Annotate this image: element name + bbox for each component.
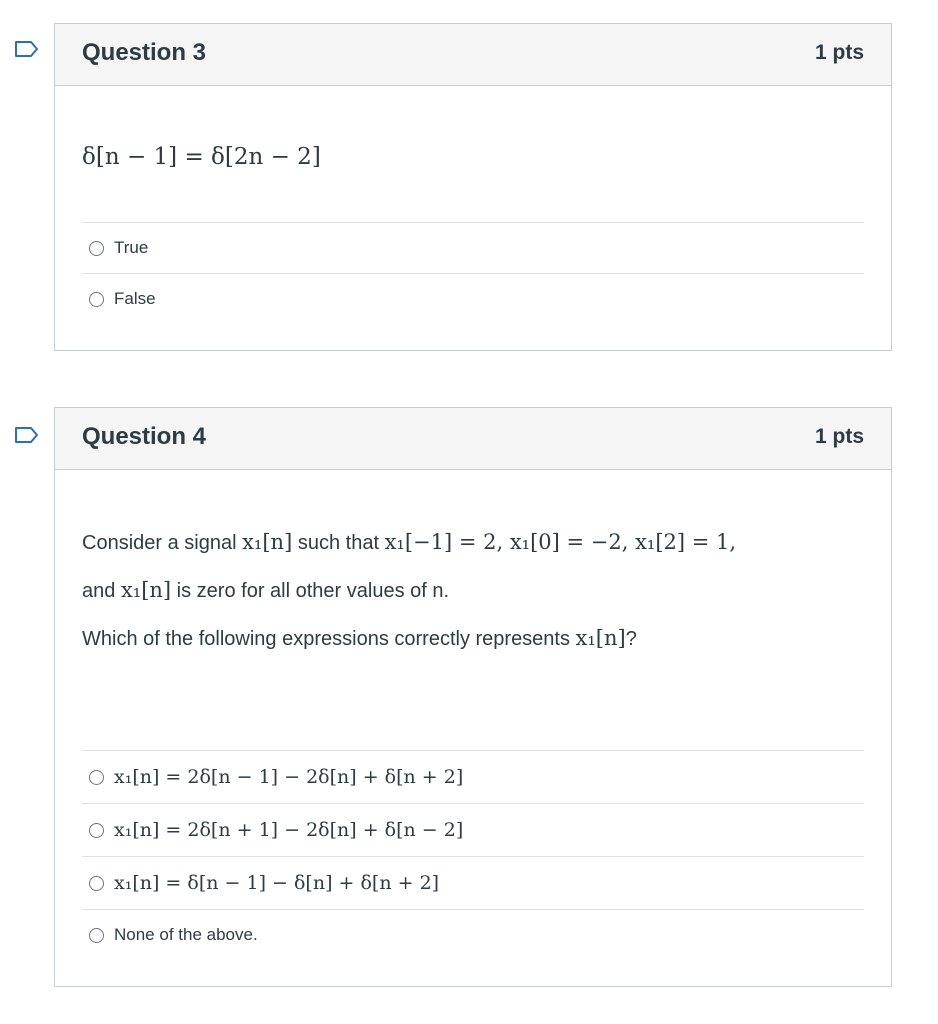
radio-circle-icon[interactable]	[89, 823, 104, 838]
question-3-card	[54, 23, 892, 351]
answer-label: x₁[n] = 2δ[n − 1] − 2δ[n] + δ[n + 2]	[114, 766, 464, 788]
question-title: Question 3	[82, 39, 207, 66]
question-text-line-2: and x₁[n] is zero for all other values of n.	[82, 578, 450, 602]
flag-question-icon[interactable]	[14, 426, 40, 444]
answer-option-1[interactable]	[82, 750, 864, 803]
question-header	[55, 408, 891, 470]
answer-label: True	[114, 238, 149, 257]
question-statement: δ[n − 1] = δ[2n − 2]	[82, 144, 321, 170]
question-title: Question 4	[82, 423, 207, 450]
answer-option-4[interactable]	[82, 909, 864, 960]
radio-circle-icon[interactable]	[89, 292, 104, 307]
question-text-line-1: Consider a signal x₁[n] such that x₁[−1] = 2, x₁[0] = −2, x₁[2] = 1,	[82, 530, 737, 554]
answer-true[interactable]	[82, 222, 864, 273]
question-points: 1 pts	[814, 41, 864, 64]
question-4-card	[54, 407, 892, 987]
radio-circle-icon[interactable]	[89, 876, 104, 891]
answer-list	[82, 222, 864, 324]
question-points: 1 pts	[814, 425, 864, 448]
answer-label: x₁[n] = 2δ[n + 1] − 2δ[n] + δ[n − 2]	[114, 819, 464, 841]
answer-option-3[interactable]	[82, 856, 864, 909]
answer-false[interactable]	[82, 273, 864, 324]
answer-label: x₁[n] = δ[n − 1] − δ[n] + δ[n + 2]	[114, 872, 440, 894]
answer-label: False	[114, 289, 156, 308]
radio-circle-icon[interactable]	[89, 928, 104, 943]
answer-list	[82, 750, 864, 960]
radio-circle-icon[interactable]	[89, 241, 104, 256]
answer-option-2[interactable]	[82, 803, 864, 856]
question-text-line-3: Which of the following expressions correctly represents x₁[n]?	[82, 626, 637, 650]
flag-question-icon[interactable]	[14, 40, 40, 58]
answer-label: None of the above.	[114, 925, 258, 944]
question-header	[55, 24, 891, 86]
radio-circle-icon[interactable]	[89, 770, 104, 785]
